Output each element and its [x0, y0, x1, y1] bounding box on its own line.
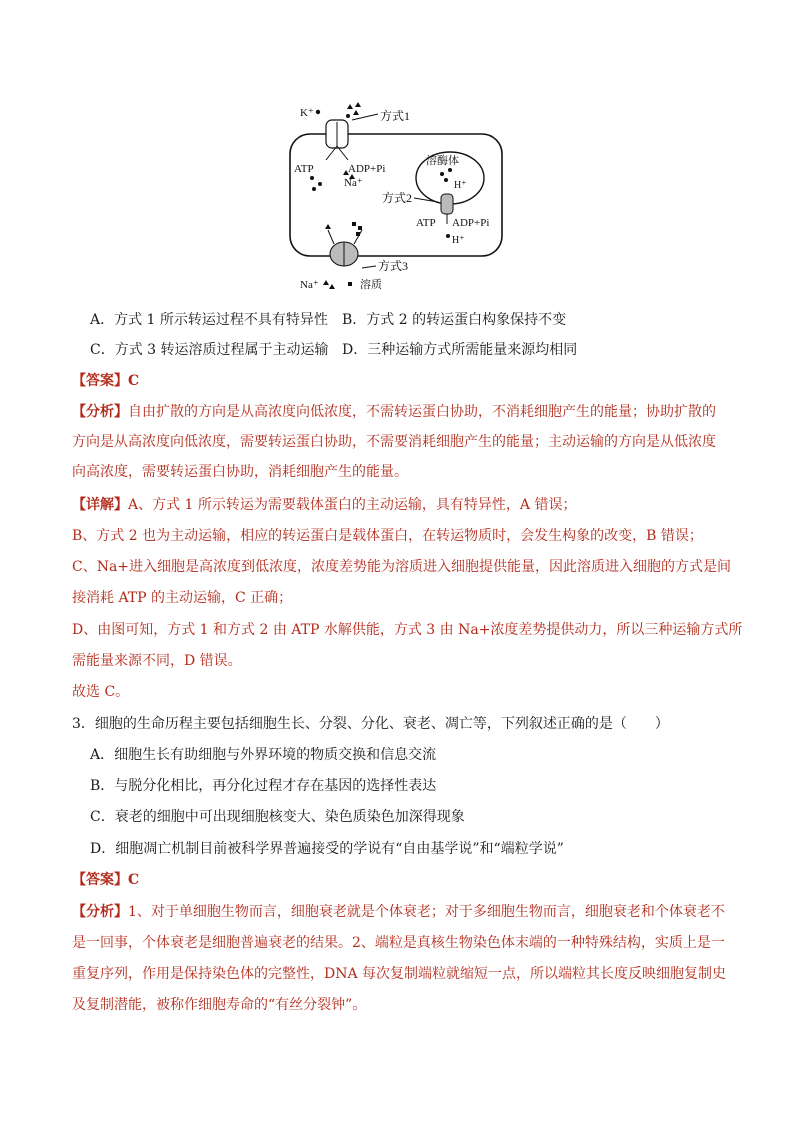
label-na-bottom: Na⁺ [300, 279, 319, 291]
q2-option-a: A．方式 1 所示转运过程不具有特异性 [90, 312, 328, 328]
q2-detail-line-4: 接消耗 ATP 的主动运输，C 正确； [72, 590, 293, 606]
q3-analysis-line-4: 及复制潜能，被称作细胞寿命的“有丝分裂钟”。 [72, 997, 367, 1013]
transport-diagram [278, 98, 514, 298]
q3-analysis-line-1: 【分析】1、对于单细胞生物而言，细胞衰老就是个体衰老；对于多细胞生物而言，细胞衰老和个体衰老不 [72, 904, 725, 920]
solute-square [358, 226, 362, 230]
k-ion-dot [346, 114, 350, 118]
label-way2: 方式2 [382, 191, 413, 205]
q2-analysis-line-3: 向高浓度，需要转运蛋白协助，消耗细胞产生的能量。 [72, 464, 408, 480]
q2-detail-line-1: 【详解】A、方式 1 所示转运为需要载体蛋白的主动运输，具有特异性，A 错误； [72, 497, 577, 513]
q3-analysis-line-3: 重复序列，作用是保持染色体的完整性，DNA 每次复制端粒就缩短一点，所以端粒其长度反映细胞复制史 [72, 966, 727, 982]
triangle-mark [329, 284, 335, 289]
label-way3: 方式3 [378, 259, 409, 273]
solute-square [348, 282, 352, 286]
label-atp-left: ATP [294, 163, 314, 175]
q3-option-c: C．衰老的细胞中可出现细胞核变大、染色质染色加深得现象 [90, 809, 465, 825]
q2-option-b: B．方式 2 的转运蛋白构象保持不变 [342, 312, 567, 328]
q2-option-d: D．三种运输方式所需能量来源均相同 [342, 342, 578, 358]
q3-option-d: D．细胞凋亡机制目前被科学界普遍接受的学说有“自由基学说”和“端粒学说” [90, 841, 564, 857]
way3-transporter [328, 230, 376, 268]
q2-option-row-1 [90, 310, 566, 330]
label-atp-right: ATP [416, 217, 436, 229]
q2-analysis-line-1: 【分析】自由扩散的方向是从高浓度向低浓度，不需转运蛋白协助，不消耗细胞产生的能量；协助扩散的 [72, 404, 716, 420]
q2-detail-line-2: B、方式 2 也为主动运输，相应的转运蛋白是载体蛋白，在转运物质时，会发生构象的改变，B 错误； [72, 528, 703, 544]
q2-analysis-tag: 【分析】 [72, 404, 128, 420]
label-way1: 方式1 [380, 109, 411, 123]
label-adp-left: ADP+Pi [348, 163, 386, 175]
q2-detail-line-3: C、Na+进入细胞是高浓度到低浓度，浓度差势能为溶质进入细胞提供能量，因此溶质进入细胞的方式是间 [72, 559, 732, 575]
q2-analysis-line-2: 方向是从高浓度向低浓度，需要转运蛋白协助，不需要消耗细胞产生的能量；主动运输的方向是从低浓度 [72, 434, 716, 450]
h-ion-dot [446, 234, 450, 238]
triangle-mark [325, 224, 331, 229]
label-na-inner: Na⁺ [344, 177, 363, 189]
label-lysosome: 溶酶体 [426, 155, 459, 167]
label-h-bottom: H⁺ [452, 235, 465, 246]
q3-option-b: B．与脱分化相比，再分化过程才存在基因的选择性表达 [90, 778, 437, 794]
q2-detail-line-6: 需能量来源不同，D 错误。 [72, 653, 242, 669]
label-k-plus: K⁺ [300, 107, 314, 119]
label-h-inside: H⁺ [454, 180, 467, 191]
q3-answer: 【答案】C [72, 872, 140, 888]
k-ion-dot [316, 110, 320, 114]
q2-option-c: C．方式 3 转运溶质过程属于主动运输 [90, 342, 329, 358]
h-ion-dot [440, 172, 444, 176]
q2-answer: 【答案】C [72, 373, 140, 389]
q3-option-a: A．细胞生长有助细胞与外界环境的物质交换和信息交流 [90, 747, 437, 763]
triangle-mark [347, 104, 353, 109]
triangle-mark [323, 280, 329, 285]
q3-analysis-line-2: 是一回事，个体衰老是细胞普遍衰老的结果。2、端粒是真核生物染色体末端的一种特殊结构，实质上是一 [72, 935, 725, 951]
k-ion-dot [310, 176, 314, 180]
triangle-mark [355, 102, 361, 107]
q2-detail-tag: 【详解】 [72, 497, 128, 513]
solute-square [356, 232, 360, 236]
h-ion-dot [444, 178, 448, 182]
q2-conclusion: 故选 C。 [72, 684, 130, 700]
h-ion-dot [448, 168, 452, 172]
solute-square [352, 222, 356, 226]
q3-stem: 3．细胞的生命历程主要包括细胞生长、分裂、分化、衰老、凋亡等，下列叙述正确的是（ ） [72, 716, 669, 732]
q2-option-row-2 [90, 340, 577, 360]
label-solute: 溶质 [360, 279, 382, 291]
k-ion-dot [312, 187, 316, 191]
label-adp-right: ADP+Pi [452, 217, 490, 229]
q2-detail-line-5: D、由图可知，方式 1 和方式 2 由 ATP 水解供能，方式 3 由 Na+浓度差势提供动力，所以三种运输方式所 [72, 622, 743, 638]
q3-analysis-tag: 【分析】 [72, 904, 128, 920]
k-ion-dot [318, 182, 322, 186]
way1-transporter [326, 114, 378, 160]
triangle-mark [353, 110, 359, 115]
